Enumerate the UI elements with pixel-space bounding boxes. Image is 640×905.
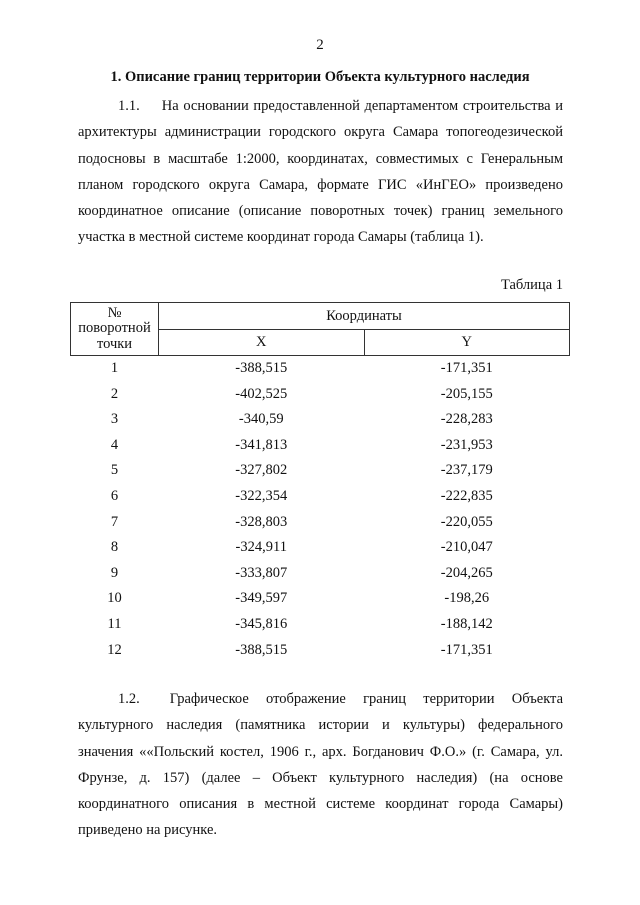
table-row (71, 535, 570, 561)
y-coordinate-cell: -231,953 (440, 436, 493, 453)
section-heading: 1. Описание границ территории Объекта культурного наследия (110, 69, 530, 85)
x-coordinate-cell: -349,597 (235, 590, 288, 607)
table-row (71, 407, 570, 433)
table-row (71, 356, 570, 382)
point-number-cell: 11 (107, 615, 122, 632)
header-x: X (159, 330, 365, 356)
y-coordinate-cell: -198,26 (444, 590, 490, 607)
y-coordinate-cell: -171,351 (440, 641, 493, 658)
x-coordinate-cell: -345,816 (235, 615, 288, 632)
coordinates-table (70, 302, 570, 663)
y-coordinate-cell: -210,047 (440, 539, 493, 556)
point-number-cell: 10 (107, 590, 122, 607)
x-coordinate-cell: -340,59 (238, 411, 284, 428)
coordinates-table-body (71, 356, 570, 664)
y-coordinate-cell: -237,179 (440, 462, 493, 479)
point-number-cell: 4 (110, 436, 119, 453)
table-row (71, 612, 570, 638)
table-row (71, 484, 570, 510)
x-coordinate-cell: -322,354 (235, 487, 288, 504)
point-number-cell: 9 (110, 564, 119, 581)
x-coordinate-cell: -327,802 (235, 462, 288, 479)
clause-1-number: 1.1. (118, 98, 140, 114)
table-row (71, 382, 570, 408)
header-y: Y (364, 330, 570, 356)
clause-1-text: На основании предоставленной департаментом строительства и архитектуры администрации городского округа Самара топогеодезической подосновы в масштабе 1:2000, координатах, совместимых с Генеральным планом городского округа Самара, формате ГИС «ИнГЕО» произведено координатное описание (описание поворотных точек) границ земельного участка в местной системе координат города Самары (таблица 1). (78, 98, 563, 246)
x-coordinate-cell: -324,911 (235, 539, 287, 556)
table-row (71, 510, 570, 536)
point-number-cell: 3 (110, 411, 119, 428)
y-coordinate-cell: -220,055 (440, 513, 493, 530)
clause-2-number: 1.2. (118, 691, 140, 707)
point-number-cell: 6 (110, 487, 119, 504)
table-row (71, 638, 570, 664)
x-coordinate-cell: -328,803 (235, 513, 288, 530)
table-row (71, 433, 570, 459)
header-point-number: № поворотной точки (71, 303, 159, 356)
point-number-cell: 8 (110, 539, 119, 556)
table-row (71, 458, 570, 484)
clause-2-paragraph (78, 686, 563, 844)
point-number-cell: 7 (110, 513, 119, 530)
y-coordinate-cell: -222,835 (440, 487, 493, 504)
table-row (71, 586, 570, 612)
point-number-cell: 5 (110, 462, 119, 479)
point-number-cell: 12 (107, 641, 122, 658)
table-caption: Таблица 1 (500, 277, 563, 293)
y-coordinate-cell: -228,283 (440, 411, 493, 428)
page-number: 2 (316, 37, 324, 53)
y-coordinate-cell: -204,265 (440, 564, 493, 581)
x-coordinate-cell: -341,813 (235, 436, 288, 453)
point-number-cell: 1 (110, 360, 119, 376)
clause-2-text: Графическое отображение границ территории Объекта культурного наследия (памятника истории и культуры) федерального значения ««Польский костел, 1906 г., арх. Богданович Ф.О.» (г. Самара, ул. Фрунзе, д. 157) (далее – Объект культурного наследия) (на основе координатного описания в местной системе координат города Самары) приведено на рисунке. (78, 691, 563, 839)
y-coordinate-cell: -171,351 (440, 360, 493, 376)
x-coordinate-cell: -388,515 (235, 360, 288, 376)
x-coordinate-cell: -402,525 (235, 385, 288, 402)
x-coordinate-cell: -388,515 (235, 641, 288, 658)
y-coordinate-cell: -188,142 (440, 615, 493, 632)
table-row (71, 561, 570, 587)
point-number-cell: 2 (110, 385, 119, 402)
header-coordinates: Координаты (159, 303, 570, 330)
y-coordinate-cell: -205,155 (440, 385, 493, 402)
x-coordinate-cell: -333,807 (235, 564, 288, 581)
clause-1-paragraph (78, 93, 563, 251)
